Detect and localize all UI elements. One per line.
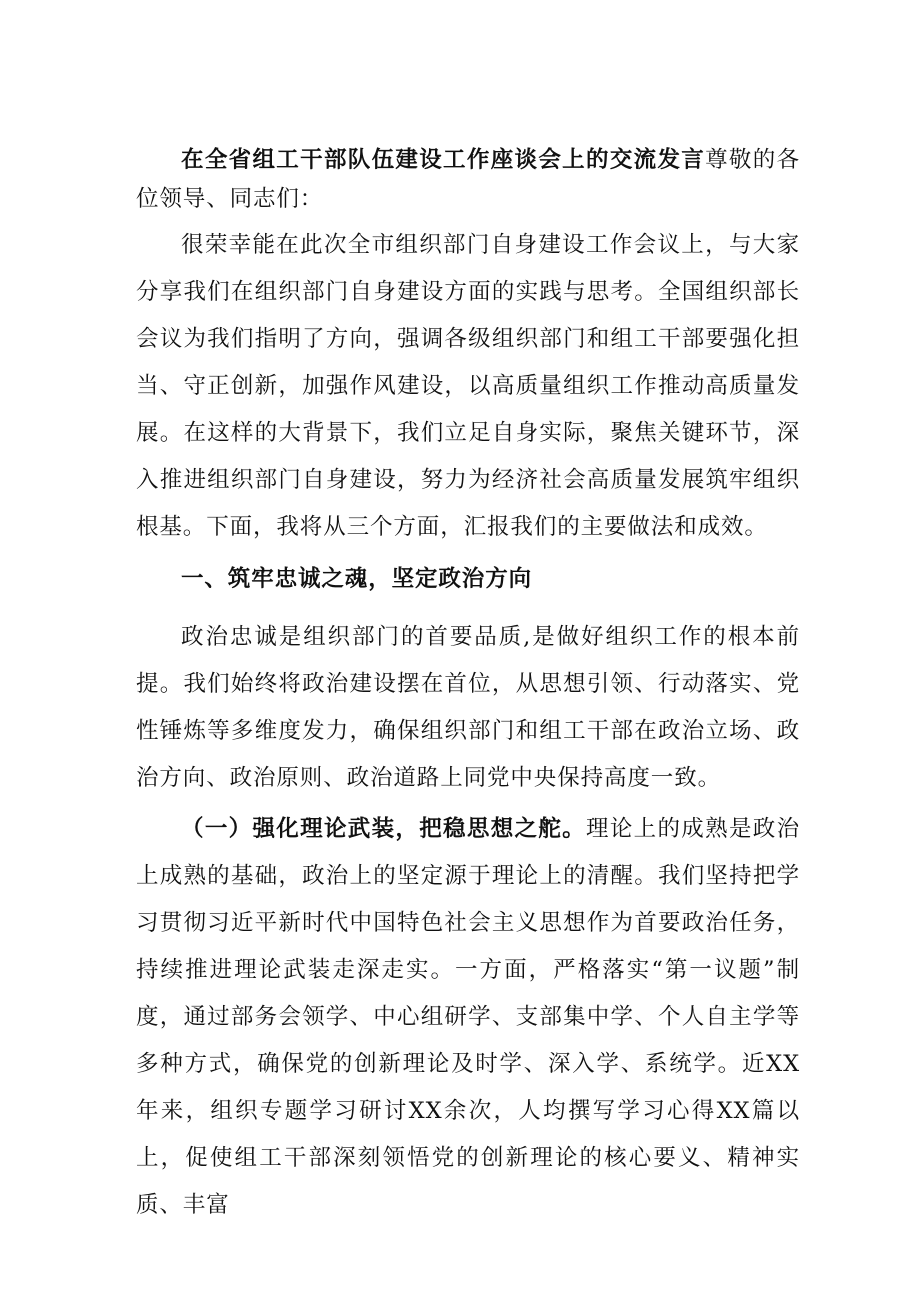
section-body-paragraph: 政治忠诚是组织部门的首要品质,是做好组织工作的根本前提。我们始终将政治建设摆在首位，从思想引领、行动落实、党性锤炼等多维度发力，确保组织部门和组工干部在政治立场、政治方向、政治原则、政治道路上同党中央保持高度一致。 [136,624,800,791]
document-title: 在全省组工干部队伍建设工作座谈会上的交流发言 [181,147,706,173]
intro-paragraph: 很荣幸能在此次全市组织部门自身建设工作会议上，与大家分享我们在组织部门自身建设方面的实践与思考。全国组织部长会议为我们指明了方向，强调各级组织部门和组工干部要强化担当、守正创新，加强作风建设，以高质量组织工作推动高质量发展。在这样的大背景下，我们立足自身实际，聚焦关键环节，深入推进组织部门自身建设，努力为经济社会高质量发展筑牢组织根基。下面，我将从三个方面，汇报我们的主要做法和成效。 [136,232,800,540]
subsection-heading: （一）强化理论武装，把稳思想之舵。 [181,816,586,842]
section-heading: 一、筑牢忠诚之魂，坚定政治方向 [181,566,533,592]
subsection-body: 理论上的成熟是政治上成熟的基础，政治上的坚定源于理论上的清醒。我们坚持把学习贯彻习近平新时代中国特色社会主义思想作为首要政治任务，持续推进理论武装走深走实。一方面，严格落实“第一议题”制度，通过部务会领学、中心组研学、支部集中学、个人自主学等多种方式，确保党的创新理论及时学、深入学、系统学。近XX年来，组织专题学习研讨XX余次，人均撰写学习心得XX篇以上，促使组工干部深刻领悟党的创新理论的核心要义、精神实质、丰富 [136,816,800,1218]
subsection-paragraph [136,806,800,1229]
salutation: 尊敬的各位领导、同志们： [136,147,800,212]
title-paragraph [136,141,800,219]
